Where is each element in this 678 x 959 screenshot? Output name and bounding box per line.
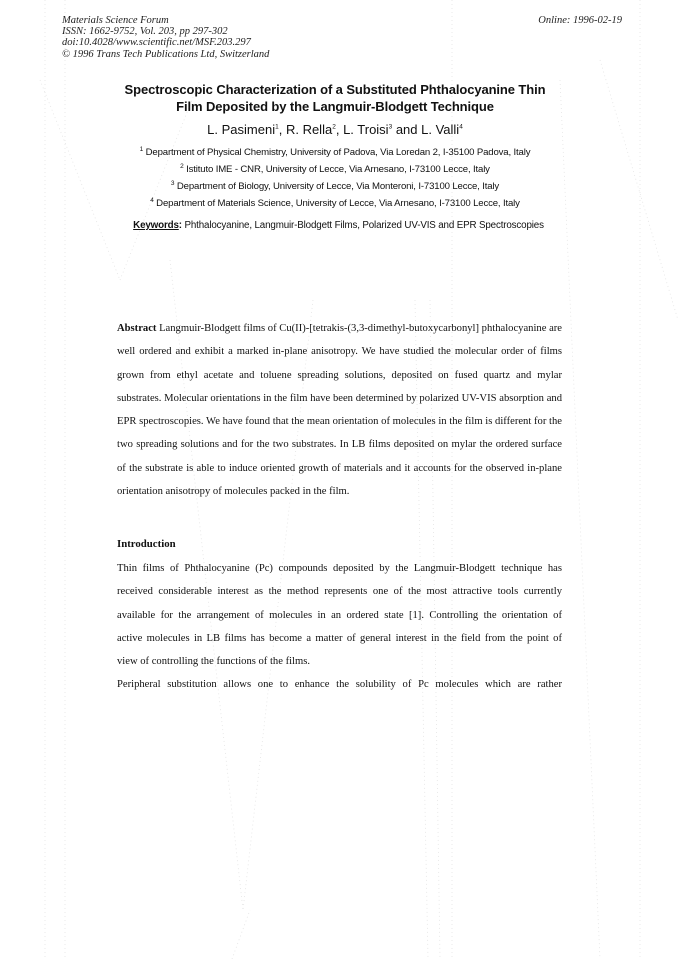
author-name: L. Troisi	[343, 122, 389, 137]
affiliation-item	[60, 197, 610, 214]
keywords-line	[60, 220, 617, 231]
affiliation-item	[60, 146, 610, 163]
affiliation-text: Istituto IME - CNR, University of Lecce, Via Arnesano, I-73100 Lecce, Italy	[186, 164, 490, 175]
affiliation-item	[60, 180, 610, 197]
introduction-line: active molecules in LB films has become a matter of general interest in the field from the point of	[117, 632, 562, 644]
introduction-line: Peripheral substitution allows one to enhance the solubility of Pc molecules which are rather	[117, 679, 562, 691]
author-separator: and	[392, 122, 422, 137]
author-list	[60, 122, 610, 138]
author-separator: ,	[335, 122, 344, 137]
paper-title	[60, 82, 610, 115]
journal-name: Materials Science Forum	[62, 15, 169, 26]
author-affil-marker: 3	[388, 123, 393, 131]
affiliation-text: Department of Physical Chemistry, University of Padova, Via Loredan 2, I-35100 Padova, Italy	[145, 147, 531, 158]
author-name: R. Rella	[285, 122, 333, 137]
affiliation-text: Department of Materials Science, University of Lecce, Via Arnesano, I-73100 Lecce, Italy	[156, 198, 520, 209]
copyright-line: © 1996 Trans Tech Publications Ltd, Switzerland	[62, 48, 270, 60]
doi-link[interactable]: doi:10.4028/www.scientific.net/MSF.203.297	[62, 37, 251, 49]
affiliation-item	[60, 163, 610, 180]
author-name: L. Pasimeni	[207, 122, 276, 137]
introduction-line: view of controlling the functions of the films.	[117, 656, 311, 668]
keywords-text: Phthalocyanine, Langmuir-Blodgett Films, Polarized UV-VIS and EPR Spectroscopies	[181, 220, 544, 231]
affiliation-text: Department of Biology, University of Lecce, Via Monteroni, I-73100 Lecce, Italy	[176, 181, 500, 192]
abstract-paragraph	[117, 317, 562, 503]
journal-header	[62, 15, 269, 60]
affiliation-number: 1	[139, 145, 144, 153]
author-separator: ,	[278, 122, 286, 137]
affiliation-number: 4	[150, 196, 154, 204]
introduction-line: received considerable interest as the method represents one of the most attractive tools currently	[117, 586, 562, 598]
introduction-line: available for the arrangement of molecules in an ordered state [1]. Controlling the orientation of	[117, 609, 562, 621]
affiliation-number: 2	[180, 162, 184, 170]
affiliation-list	[60, 146, 610, 214]
title-line-2: Film Deposited by the Langmuir-Blodgett Technique	[176, 98, 494, 114]
introduction-body	[117, 557, 562, 697]
author-name: L. Valli	[421, 122, 460, 137]
abstract-label: Abstract	[117, 323, 157, 334]
keywords-colon: :	[178, 220, 182, 231]
keywords-label: Keywords	[133, 220, 179, 231]
author-affil-marker: 1	[275, 123, 279, 131]
title-line-1: Spectroscopic Characterization of a Substituted Phthalocyanine Thin	[124, 82, 546, 97]
abstract-text: Langmuir-Blodgett films of Cu(II)-[tetrakis-(3,3-dimethyl-butoxycarbonyl] phthalocyanine are well ordered and exhibit a marked in-plane anisotropy. We have studied the molecular order of films grown from ethyl acetate and toluene spreading solutions, deposited on fused quartz and mylar substrates. Molecular orientations in the film have been determined by polarized UV-VIS absorption and EPR spectroscopies. We have found that the mean orientation of molecules in the film is different for the two spreading solutions and for the two substrates. In LB films deposited on mylar the ordered surface of the substrate is able to induce oriented growth of materials and it accounts for the observed in-plane orientation anisotropy of molecules packed in the film.	[117, 323, 562, 498]
introduction-line: Thin films of Phthalocyanine (Pc) compounds deposited by the Langmuir-Blodgett technique has	[117, 563, 562, 574]
issn-line: ISSN: 1662-9752, Vol. 203, pp 297-302	[62, 26, 228, 38]
affiliation-number: 3	[170, 179, 175, 187]
section-heading-introduction: Introduction	[117, 538, 176, 550]
author-affil-marker: 2	[332, 123, 336, 131]
author-affil-marker: 4	[459, 123, 463, 131]
online-date: Online: 1996-02-19	[538, 15, 622, 26]
